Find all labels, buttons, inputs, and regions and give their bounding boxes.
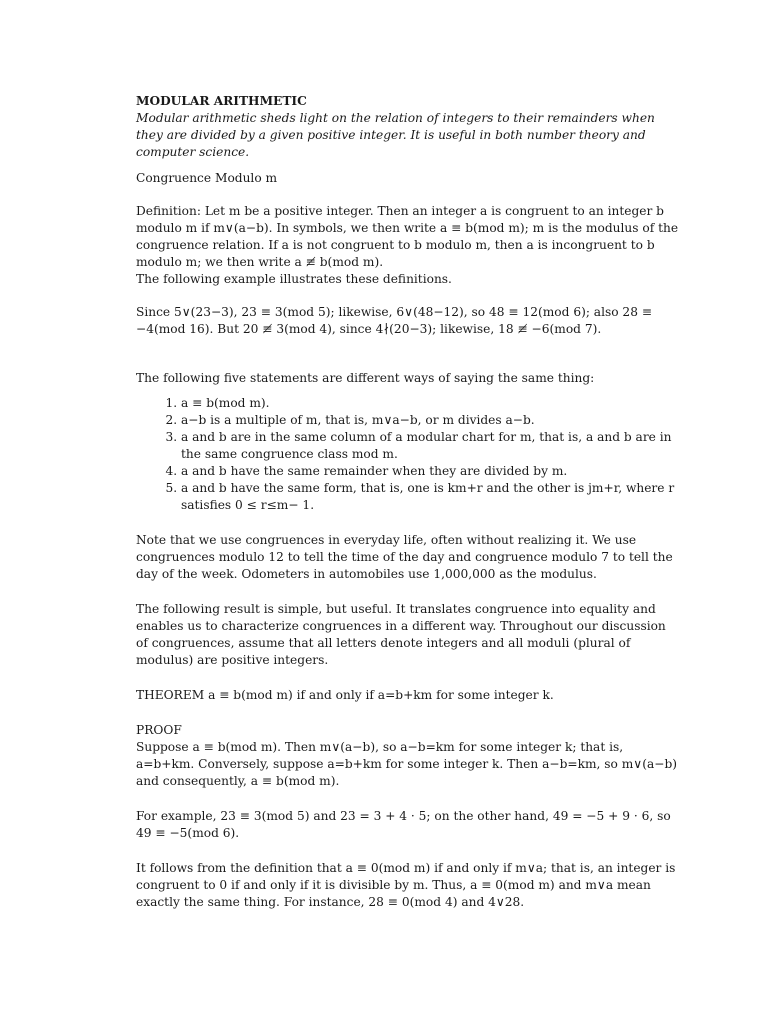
intro-paragraph: Modular arithmetic sheds light on the relation of integers to their remainders when they are divided by a given positive integer. It is useful in both number theory and computer science. — [136, 111, 655, 159]
note-paragraph: Note that we use congruences in everyday life, often without realizing it. We use congruences modulo 12 to tell the time of the day and congruence modulo 7 to tell the day of the week. Odometers in automobiles use 1,000,000 as the modulus. — [136, 533, 673, 581]
document-body — [136, 93, 681, 911]
list-item: 5. a and b have the same form, that is, one is km+r and the other is jm+r, where r satisfies 0 ≤ r≤m− 1. — [181, 480, 681, 514]
for-example-paragraph: For example, 23 ≡ 3(mod 5) and 23 = 3 + 4 · 5; on the other hand, 49 = −5 + 9 · 6, so 49 ≡ −5(mod 6). — [136, 809, 671, 840]
definition-paragraph: Definition: Let m be a positive integer. Then an integer a is congruent to an integer b modulo m if m∨(a−b). In symbols, we then write a ≡ b(mod m); m is the modulus of the congruence relation. If a is not congruent to b modulo m, then a is incongruent to b modulo m; we then write a ≢ b(mod m). — [136, 204, 679, 269]
list-item: 1. a ≡ b(mod m). — [181, 395, 681, 412]
follows-paragraph: It follows from the definition that a ≡ 0(mod m) if and only if m∨a; that is, an integer is congruent to 0 if and only if it is divisible by m. Thus, a ≡ 0(mod m) and m∨a mean exactly the same thing. For instance, 28 ≡ 0(mod 4) and 4∨28. — [136, 861, 676, 909]
example-paragraph: Since 5∨(23−3), 23 ≡ 3(mod 5); likewise, 6∨(48−12), so 48 ≡ 12(mod 6); also 28 ≡ −4(mod 16). But 20 ≢ 3(mod 4), since 4∤(20−3); likewise, 18 ≢ −6(mod 7). — [136, 305, 653, 336]
list-item: 2. a−b is a multiple of m, that is, m∨a−b, or m divides a−b. — [181, 412, 681, 429]
list-item: 3. a and b are in the same column of a modular chart for m, that is, a and b are in the same congruence class mod m. — [181, 429, 681, 463]
statements-list — [136, 395, 681, 514]
list-item: 4. a and b have the same remainder when they are divided by m. — [181, 463, 681, 480]
document-title: MODULAR ARITHMETIC — [136, 94, 307, 108]
proof-paragraph: Suppose a ≡ b(mod m). Then m∨(a−b), so a−b=km for some integer k; that is, a=b+km. Conversely, suppose a=b+km for some integer k. Then a−b=km, so m∨(a−b) and consequently, a ≡ b(mod m). — [136, 740, 678, 788]
result-paragraph: The following result is simple, but useful. It translates congruence into equality and enables us to characterize congruences in a different way. Throughout our discussion of congruences, assume that all letters denote integers and all moduli (plural of modulus) are positive integers. — [136, 602, 666, 667]
proof-label: PROOF — [136, 723, 182, 737]
example-intro: The following example illustrates these definitions. — [136, 272, 452, 286]
section-subheading: Congruence Modulo m — [136, 171, 278, 185]
list-intro: The following five statements are different ways of saying the same thing: — [136, 371, 595, 385]
theorem-statement: THEOREM a ≡ b(mod m) if and only if a=b+km for some integer k. — [136, 688, 554, 702]
